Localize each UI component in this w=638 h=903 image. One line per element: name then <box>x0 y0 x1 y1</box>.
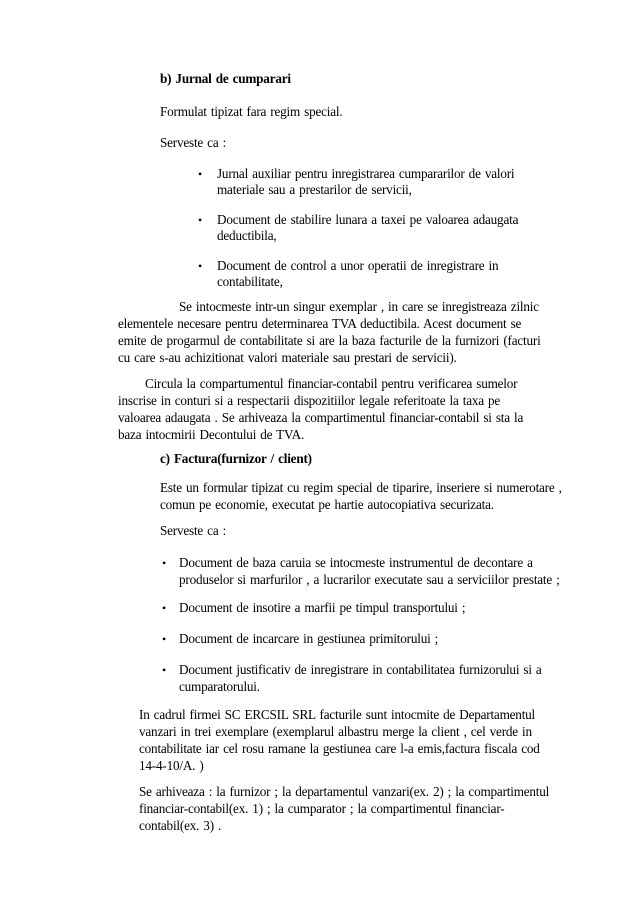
section-c-bullet-3-line-1: Document de incarcare in gestiunea primitorului ; <box>179 631 439 646</box>
bullet-icon: • <box>162 632 167 646</box>
section-b-bullet-3-line-2: contabilitate, <box>217 274 283 289</box>
section-b-formular: Formulat tipizat fara regim special. <box>160 104 343 119</box>
section-b-bullet-1-line-2: materiale sau a prestarilor de servicii, <box>217 182 412 197</box>
section-b-para-1-line-4: cu care s-au achizitionat valori materiale sau prestari de servicii). <box>118 350 457 365</box>
section-c-para-2-line-2: financiar-contabil(ex. 1) ; la cumparator ; la compartimentul financiar- <box>139 801 505 816</box>
section-b-para-2-line-1: Circula la compartumentul financiar-contabil pentru verificarea sumelor <box>145 376 518 391</box>
section-b-para-2-line-2: inscrise in conturi si a respectarii dispozitiilor legale referitoate la taxa pe <box>118 393 501 408</box>
section-c-para-2-line-3: contabil(ex. 3) . <box>139 818 222 833</box>
bullet-icon: • <box>162 601 167 615</box>
section-c-heading: c) Factura(furnizor / client) <box>160 451 312 466</box>
section-c-para-2-line-1: Se arhiveaza : la furnizor ; la departamentul vanzari(ex. 2) ; la compartimentul <box>139 784 550 799</box>
section-c-bullet-4-line-2: cumparatorului. <box>179 679 260 694</box>
section-c-formular-line-1: Este un formular tipizat cu regim special de tiparire, inseriere si numerotare , <box>160 480 562 495</box>
bullet-icon: • <box>162 663 167 677</box>
section-b-heading: b) Jurnal de cumparari <box>160 71 291 86</box>
section-b-bullet-1-line-1: Jurnal auxiliar pentru inregistrarea cumpararilor de valori <box>217 166 515 181</box>
section-b-bullet-2-line-2: deductibila, <box>217 228 277 243</box>
section-c-bullet-1-line-1: Document de baza caruia se intocmeste instrumentul de decontare a <box>179 555 533 570</box>
section-b-bullet-3-line-1: Document de control a unor operatii de inregistrare in <box>217 258 499 273</box>
section-b-para-1-line-3: emite de progarmul de contabilitate si are la baza facturile de la furnizori (facturi <box>118 333 541 348</box>
section-b-para-2-line-4: baza intocmirii Decontului de TVA. <box>118 427 305 442</box>
section-c-para-1-line-3: contabilitate iar cel rosu ramane la gestiunea care l-a emis,factura fiscala cod <box>139 741 540 756</box>
section-b-para-2-line-3: valoarea adaugata . Se arhiveaza la compartimentul financiar-contabil si sta la <box>118 410 524 425</box>
bullet-icon: • <box>198 167 203 181</box>
section-b-serveste: Serveste ca : <box>160 135 227 150</box>
section-c-bullet-2-line-1: Document de insotire a marfii pe timpul transportului ; <box>179 600 466 615</box>
section-c-para-1-line-4: 14-4-10/A. ) <box>139 758 204 773</box>
section-c-formular-line-2: comun pe economie, executat pe hartie autocopiativa securizata. <box>160 497 494 512</box>
bullet-icon: • <box>198 213 203 227</box>
section-b-para-1-line-2: elementele necesare pentru determinarea TVA deductibila. Acest document se <box>118 316 522 331</box>
section-c-serveste: Serveste ca : <box>160 523 227 538</box>
section-c-para-1-line-1: In cadrul firmei SC ERCSIL SRL facturile sunt intocmite de Departamentul <box>139 707 536 722</box>
section-c-para-1-line-2: vanzari in trei exemplare (exemplarul albastru merge la client , cel verde in <box>139 724 532 739</box>
section-c-bullet-1-line-2: produselor si marfurilor , a lucrarilor executate sau a serviciilor prestate ; <box>179 572 560 587</box>
bullet-icon: • <box>162 556 167 570</box>
section-b-bullet-2-line-1: Document de stabilire lunara a taxei pe valoarea adaugata <box>217 212 519 227</box>
section-b-para-1-line-1: Se intocmeste intr-un singur exemplar , in care se inregistreaza zilnic <box>179 299 539 314</box>
bullet-icon: • <box>198 259 203 273</box>
section-c-bullet-4-line-1: Document justificativ de inregistrare in contabilitatea furnizorului si a <box>179 662 542 677</box>
